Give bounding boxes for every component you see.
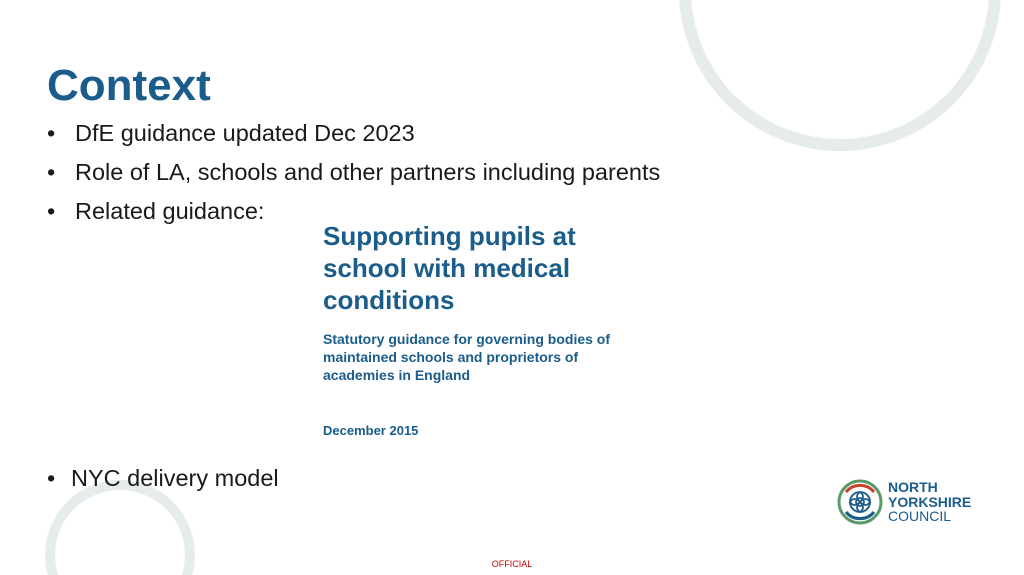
classification-label: OFFICIAL: [491, 559, 533, 569]
bullet-list: [47, 118, 660, 235]
logo-wordmark: NORTH YORKSHIRE COUNCIL: [888, 479, 972, 525]
document-title: Supporting pupils at school with medical conditions: [323, 221, 576, 315]
guidance-document-cover: [323, 220, 643, 384]
bullet-item: • Related guidance:: [47, 198, 265, 224]
document-date: December 2015: [323, 423, 419, 438]
document-subtitle: Statutory guidance for governing bodies of maintained schools and proprietors of academies in England: [323, 331, 611, 383]
bullet-item: • NYC delivery model: [47, 465, 279, 491]
bullet-item: • DfE guidance updated Dec 2023: [47, 120, 415, 146]
north-yorkshire-council-logo: [836, 478, 971, 526]
rose-emblem-icon: [836, 478, 884, 526]
slide-title: Context: [47, 61, 211, 110]
bullet-item: • Role of LA, schools and other partners including parents: [47, 159, 661, 185]
